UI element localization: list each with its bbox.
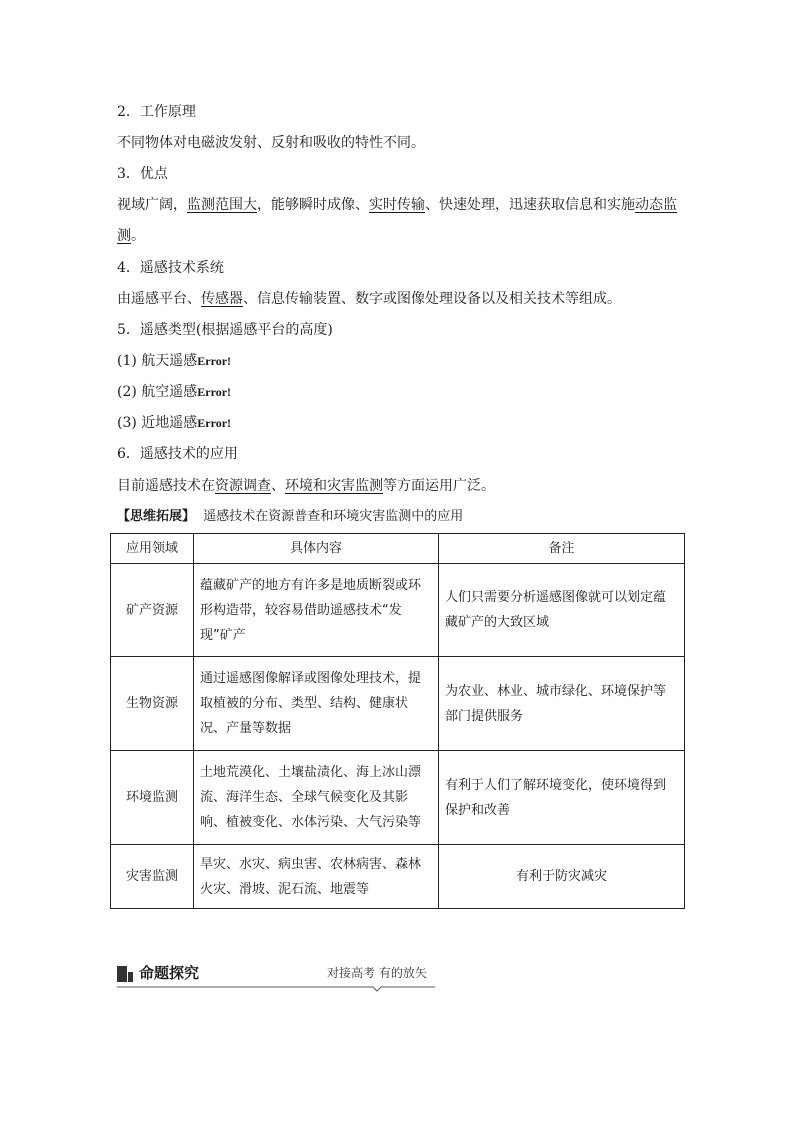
rs-system-text [117, 289, 621, 309]
error-field: Error! [197, 354, 232, 368]
text-span: 、信息传输装置、数字或图像处理设备以及相关技术等组成。 [243, 291, 621, 307]
extension-title-text: 遥感技术在资源普查和环境灾害监测中的应用 [203, 509, 464, 524]
cell-note: 有利于防灾减灾 [439, 845, 685, 909]
rs-type-label: (3) 近地遥感 [117, 415, 198, 431]
text-span: 由遥感平台、 [117, 291, 201, 307]
cell-content: 土地荒漠化、土壤盐渍化、海上冰山漂流、海洋生态、全球气候变化及其影响、植被变化、水体污染、大气污染等 [194, 751, 439, 845]
rs-type-label: (2) 航空遥感 [117, 384, 198, 400]
underlined-term: 测 [117, 228, 131, 244]
section-divider-line [117, 984, 435, 992]
rs-type-item [117, 413, 231, 433]
error-field: Error! [197, 416, 232, 430]
text-span: 视域广阔， [117, 197, 187, 213]
heading-rs-application: 6．遥感技术的应用 [117, 446, 238, 462]
table-row [111, 657, 685, 751]
advantages-text-line1 [117, 195, 677, 215]
table-row [111, 564, 685, 657]
error-field: Error! [197, 385, 232, 399]
heading-working-principle: 2．工作原理 [117, 104, 196, 120]
cell-field: 灾害监测 [111, 845, 194, 909]
section-title: 命题探究 [139, 964, 200, 982]
section-subtitle: 对接高考 有的放矢 [327, 966, 427, 980]
heading-advantages: 3．优点 [117, 166, 168, 182]
section-header [117, 962, 435, 990]
table-row [111, 845, 685, 909]
underlined-term: 环境和灾害监测 [285, 478, 383, 494]
heading-rs-types: 5．遥感类型(根据遥感平台的高度) [117, 322, 333, 338]
cell-field: 矿产资源 [111, 564, 194, 657]
underlined-term: 监测范围大 [187, 197, 257, 213]
working-principle-text: 不同物体对电磁波发射、反射和吸收的特性不同。 [117, 135, 425, 151]
text-span: 等方面运用广泛。 [383, 478, 495, 494]
extension-tag: 【思维拓展】 [117, 509, 196, 524]
heading-rs-system: 4．遥感技术系统 [117, 260, 224, 276]
cell-content: 通过遥感图像解译或图像处理技术，提取植被的分布、类型、结构、健康状况、产量等数据 [194, 657, 439, 751]
text-span: 、 [271, 478, 285, 494]
rs-type-item [117, 351, 231, 371]
cell-field: 生物资源 [111, 657, 194, 751]
cell-note: 人们只需要分析遥感图像就可以划定蕴藏矿产的大致区域 [439, 564, 685, 657]
text-span: ，能够瞬时成像、 [257, 197, 369, 213]
header-content: 具体内容 [194, 534, 439, 564]
text-span: 目前遥感技术在 [117, 478, 215, 494]
underlined-term: 实时传输 [369, 197, 425, 213]
rs-type-label: (1) 航天遥感 [117, 353, 198, 369]
text-span: 、快速处理，迅速获取信息和实施 [425, 197, 635, 213]
rs-type-item [117, 382, 231, 402]
cell-field: 环境监测 [111, 751, 194, 845]
rs-application-text [117, 476, 495, 496]
cell-content: 蕴藏矿产的地方有许多是地质断裂或环形构造带，较容易借助遥感技术“发现”矿产 [194, 564, 439, 657]
cell-note: 有利于人们了解环境变化，使环境得到保护和改善 [439, 751, 685, 845]
cell-content: 旱灾、水灾、病虫害、农林病害、森林火灾、滑坡、泥石流、地震等 [194, 845, 439, 909]
table-header-row [111, 534, 685, 564]
advantages-text-line2 [117, 226, 145, 246]
underlined-term: 传感器 [201, 291, 243, 307]
underlined-term: 资源调查 [215, 478, 271, 494]
cell-note: 为农业、林业、城市绿化、环境保护等部门提供服务 [439, 657, 685, 751]
table-row [111, 751, 685, 845]
text-span: 。 [131, 228, 145, 244]
header-note: 备注 [439, 534, 685, 564]
underlined-term: 动态监 [635, 197, 677, 213]
extension-title [117, 507, 463, 527]
section-marker-icon [117, 966, 133, 982]
header-field: 应用领域 [111, 534, 194, 564]
applications-table [110, 533, 685, 909]
